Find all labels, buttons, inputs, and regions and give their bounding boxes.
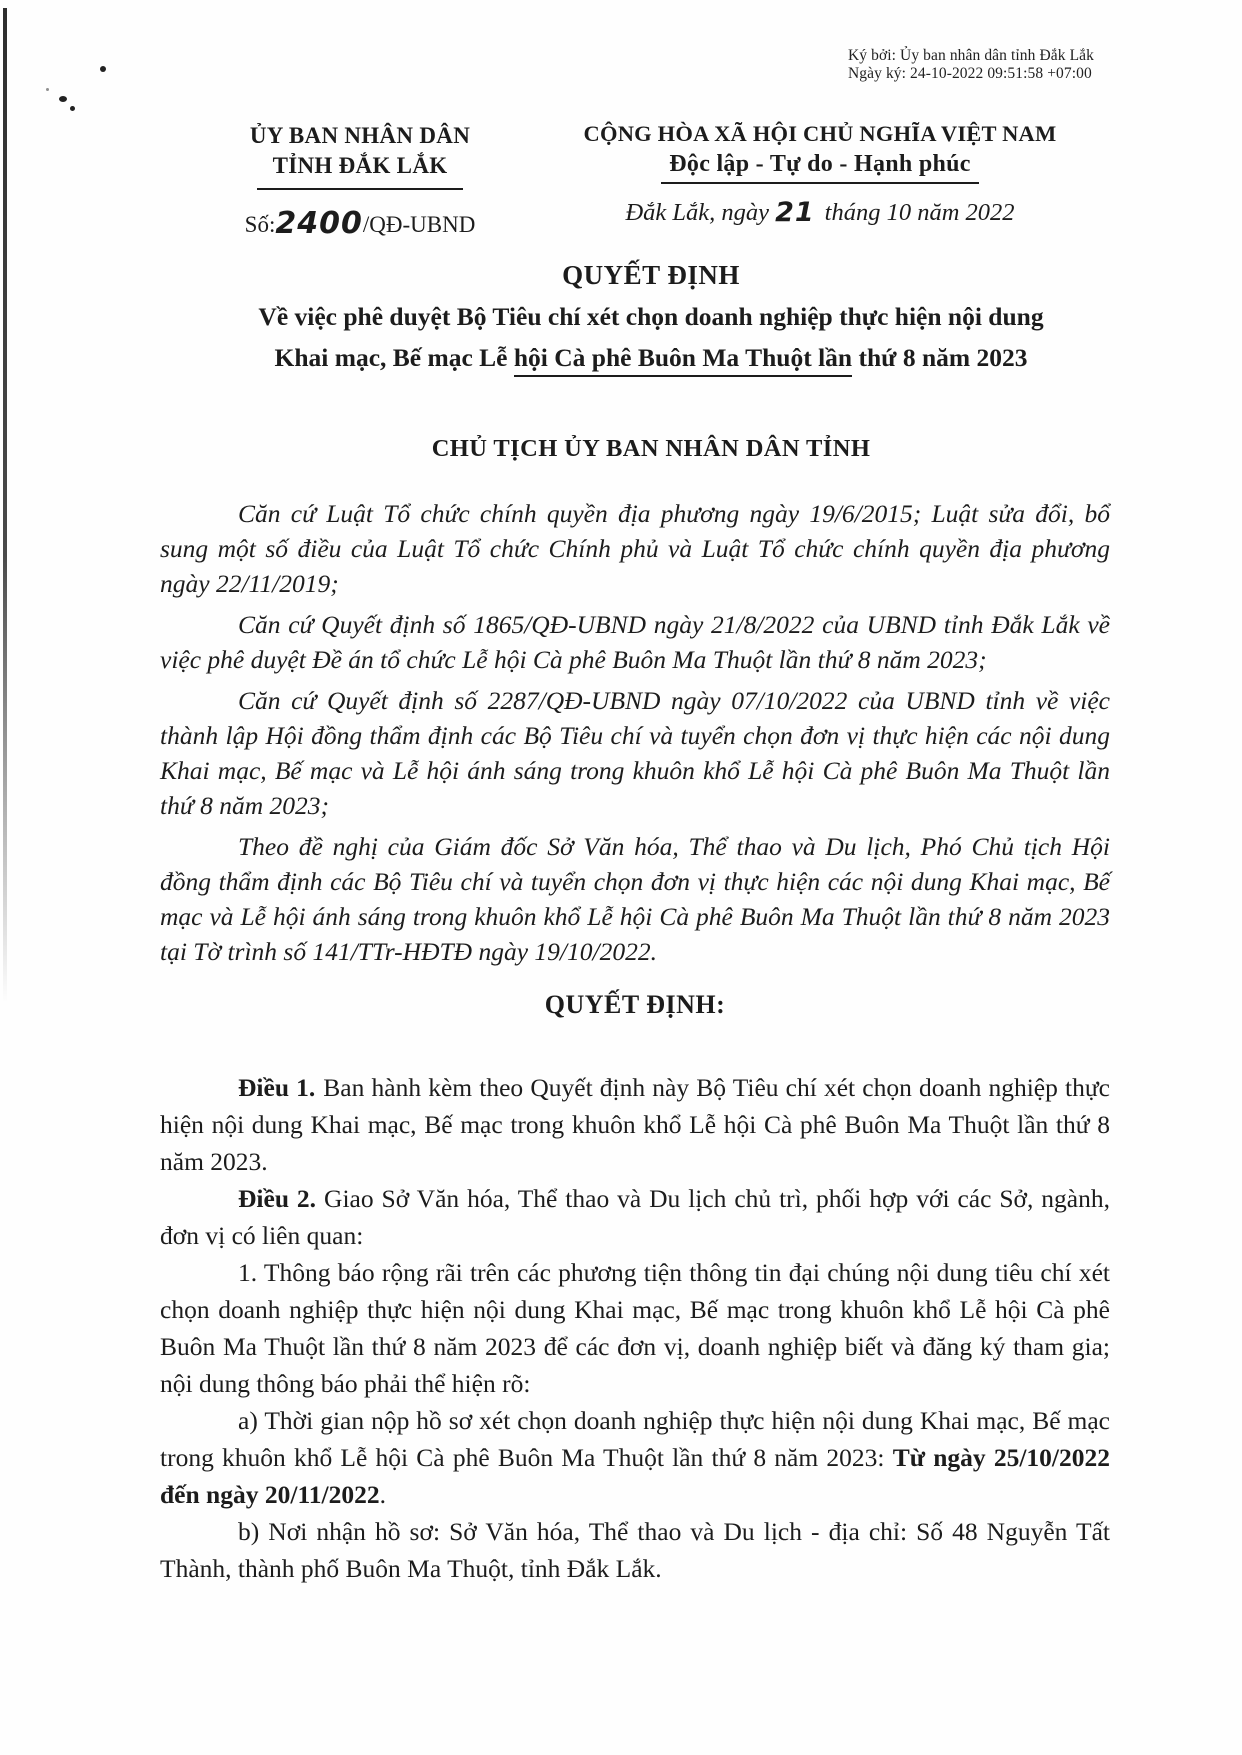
ink-speck [100,66,106,72]
document-number-suffix: /QĐ-UBND [362,212,476,237]
article-1-label: Điều 1. [238,1073,316,1102]
document-number-line [210,205,510,240]
place-date-line [575,196,1065,227]
scan-edge-artifact [3,8,7,1003]
article-2 [160,1180,1110,1254]
decision-subtitle-line1: Về việc phê duyệt Bộ Tiêu chí xét chọn doanh nghiệp thực hiện nội dung [258,302,1044,331]
ink-speck [46,88,49,91]
digital-signature-stamp [848,47,1094,83]
national-motto-line2: Độc lập - Tự do - Hạnh phúc [669,151,971,177]
document-number-value-handwritten: 2400 [275,206,363,241]
place-date-suffix: tháng 10 năm 2022 [824,199,1015,226]
preamble-paragraph-3: Căn cứ Quyết định số 2287/QĐ-UBND ngày 07/10/2022 của UBND tỉnh về việc thành lập Hội đồng thẩm định các Bộ Tiêu chí và tuyển chọn đơn vị thực hiện các nội dung Khai mạc, Bế mạc và Lễ hội ánh sáng trong khuôn khổ Lễ hội Cà phê Buôn Ma Thuột lần thứ 8 năm 2023; [160,686,1110,820]
subtitle-line2-post: thứ 8 năm 2023 [852,343,1028,372]
decision-heading: QUYẾT ĐỊNH: [544,990,726,1019]
article-2-item-b: b) Nơi nhận hồ sơ: Sở Văn hóa, Thể thao và Du lịch - địa chỉ: Số 48 Nguyễn Tất Thành, thành phố Buôn Ma Thuột, tỉnh Đắk Lắk. [160,1517,1110,1583]
article-2-text: Giao Sở Văn hóa, Thể thao và Du lịch chủ trì, phối hợp với các Sở, ngành, đơn vị có liên quan: [160,1184,1110,1250]
article-1-text: Ban hành kèm theo Quyết định này Bộ Tiêu chí xét chọn doanh nghiệp thực hiện nội dung Khai mạc, Bế mạc trong khuôn khổ Lễ hội Cà phê Buôn Ma Thuột lần thứ 8 năm 2023. [160,1073,1111,1176]
national-motto-line2-underline [661,151,978,184]
decision-subtitle-line2 [30,340,1242,375]
issuing-org-name-line2: TỈNH ĐẮK LẮK [272,153,448,178]
decision-title: QUYẾT ĐỊNH [562,260,740,290]
signature-signer-line: Ký bởi: Ủy ban nhân dân tỉnh Đắk Lắk [848,47,1094,64]
place-date-prefix: Đắk Lắk, ngày [625,199,770,226]
national-motto-line1: CỘNG HÒA XÃ HỘI CHỦ NGHĨA VIỆT NAM [583,121,1057,146]
authority-heading: CHỦ TỊCH ỦY BAN NHÂN DÂN TỈNH [431,435,871,462]
item-a-period: . [379,1480,387,1509]
issuing-org-name-line2-underline [257,151,464,190]
item-a-text: a) Thời gian nộp hồ sơ xét chọn doanh nghiệp thực hiện nội dung Khai mạc, Bế mạc trong khuôn khổ Lễ hội Cà phê Buôn Ma Thuột lần thứ 8 năm 2023: [160,1406,1110,1472]
preamble-paragraph-4: Theo đề nghị của Giám đốc Sở Văn hóa, Thể thao và Du lịch, Phó Chủ tịch Hội đồng thẩm định các Bộ Tiêu chí và tuyển chọn đơn vị thực hiện các nội dung Khai mạc, Bế mạc và Lễ hội ánh sáng trong khuôn khổ Lễ hội Cà phê Buôn Ma Thuột lần thứ 8 năm 2023 tại Tờ trình số 141/TTr-HĐTĐ ngày 19/10/2022. [160,832,1110,966]
article-2-item-1: 1. Thông báo rộng rãi trên các phương tiện thông tin đại chúng nội dung tiêu chí xét chọn doanh nghiệp thực hiện nội dung Khai mạc, Bế mạc trong khuôn khổ Lễ hội Cà phê Buôn Ma Thuột lần thứ 8 năm 2023 để các đơn vị, doanh nghiệp biết và đăng ký tham gia; nội dung thông báo phải thể hiện rõ: [160,1258,1110,1398]
article-1 [160,1069,1110,1180]
subtitle-line2-pre: Khai mạc, Bế mạc Lễ [274,343,514,372]
document-body [160,496,1110,1587]
date-day-handwritten: 21 [775,197,815,228]
national-header-block [575,118,1065,227]
preamble-paragraph-1: Căn cứ Luật Tổ chức chính quyền địa phương ngày 19/6/2015; Luật sửa đổi, bổ sung một số điều của Luật Tổ chức Chính phủ và Luật Tổ chức chính quyền địa phương ngày 22/11/2019; [160,499,1110,598]
issuing-org-name-line1: ỦY BAN NHÂN DÂN [249,123,471,148]
preamble-paragraph-2: Căn cứ Quyết định số 1865/QĐ-UBND ngày 21/8/2022 của UBND tỉnh Đắk Lắk về việc phê duyệt Đề án tổ chức Lễ hội Cà phê Buôn Ma Thuột lần thứ 8 năm 2023; [160,610,1110,674]
signature-date-line: Ngày ký: 24-10-2022 09:51:58 +07:00 [848,65,1092,82]
subtitle-line2-underlined: hội Cà phê Buôn Ma Thuột lần [514,343,852,377]
decision-title-block [30,257,1242,375]
item-a-deadline-bold: Từ ngày 25/10/2022 đến ngày 20/11/2022 [160,1443,1110,1509]
article-2-item-a [160,1402,1110,1513]
document-number-label: Số: [244,212,276,237]
ink-speck [70,106,75,111]
article-2-label: Điều 2. [238,1184,317,1213]
issuing-org-block [210,120,510,240]
ink-speck [59,96,67,102]
